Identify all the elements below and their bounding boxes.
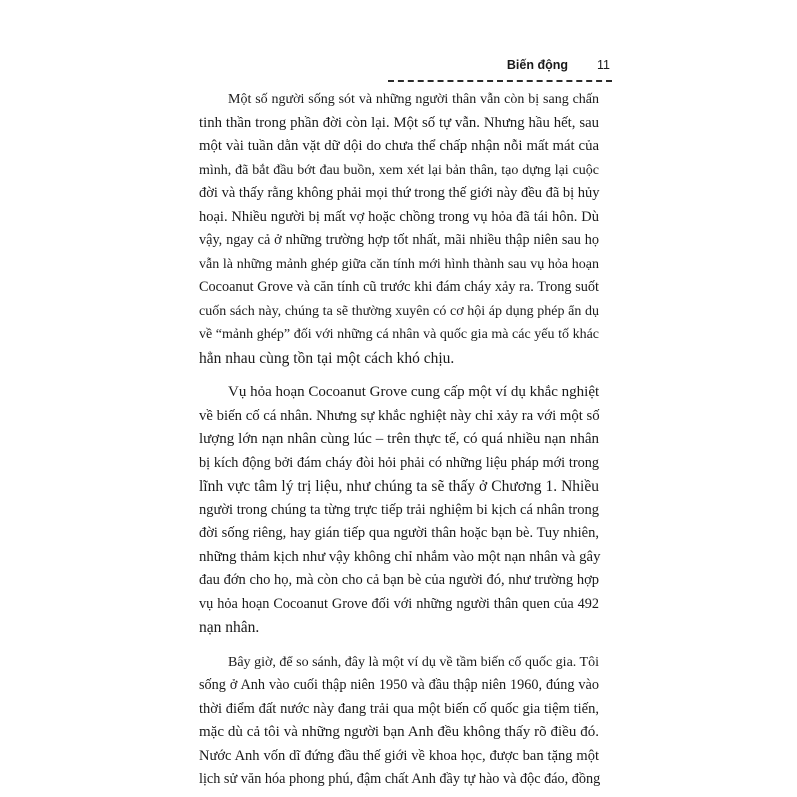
paragraph-1: [199, 88, 599, 370]
text-line: sống ở Anh vào cuối thập niên 1950 và đầu thập niên 1960, đúng vào: [199, 677, 599, 693]
page-number: 11: [597, 58, 610, 72]
text-line: hẳn nhau cùng tồn tại một cách khó chịu.: [199, 349, 455, 367]
paragraph-2: [199, 381, 599, 640]
text-line: đời và thấy rằng không phải mọi thứ trong thế giới này đều đã bị hủy: [199, 185, 600, 201]
paragraph-3: [199, 651, 599, 792]
text-line: Vụ hỏa hoạn Cocoanut Grove cung cấp một ví dụ khắc nghiệt: [228, 384, 600, 400]
text-line: tinh thần trong phần đời còn lại. Một số tự vẫn. Nhưng hầu hết, sau: [199, 114, 599, 131]
text-line: bị kích động bởi đám cháy đòi hỏi phải có những liệu pháp mới trong: [199, 454, 599, 471]
text-line: về biến cố cá nhân. Nhưng sự khắc nghiệt này chỉ xảy ra với một số: [199, 407, 600, 424]
text-line: vậy, ngay cả ở những trường hợp tốt nhất, mãi nhiều thập niên sau họ: [199, 232, 599, 248]
text-line: vụ hỏa hoạn Cocoanut Grove đối với những người thân quen của 492: [199, 595, 599, 612]
text-line: những thảm kịch như vậy không chỉ nhắm vào một nạn nhân và gây: [199, 548, 601, 565]
text-line: hoại. Nhiều người bị mất vợ hoặc chồng trong vụ hỏa đã tái hôn. Dù: [199, 208, 599, 225]
text-line: Bây giờ, để so sánh, đây là một ví dụ về tầm biến cố quốc gia. Tôi: [228, 654, 599, 670]
body-text: [199, 88, 599, 792]
text-line: Nước Anh vốn dĩ đứng đầu thế giới về khoa học, được ban tặng một: [199, 747, 599, 764]
text-line: Cocoanut Grove và căn tính cũ trước khi đám cháy xảy ra. Trong suốt: [199, 279, 599, 295]
text-line: lịch sử văn hóa phong phú, đậm chất Anh đầy tự hào và độc đáo, đồng: [199, 771, 601, 787]
text-line: cuốn sách này, chúng ta sẽ thường xuyên có cơ hội áp dụng phép ẩn dụ: [199, 303, 599, 319]
text-line: lượng lớn nạn nhân cùng lúc – trên thực tế, có quá nhiều nạn nhân: [199, 431, 599, 447]
text-line: mặc dù cả tôi và những người bạn Anh đều không thấy rõ điều đó.: [199, 724, 599, 740]
running-header: [388, 58, 612, 82]
text-line: đời sống riêng, hay gián tiếp qua người thân hoặc bạn bè. Tuy nhiên,: [199, 525, 599, 541]
text-line: lĩnh vực tâm lý trị liệu, như chúng ta sẽ thấy ở Chương 1. Nhiều: [199, 478, 599, 495]
text-line: nạn nhân.: [199, 619, 260, 636]
text-line: người trong chúng ta từng trực tiếp trải nghiệm bi kịch cá nhân trong: [199, 501, 599, 518]
text-line: đau đớn cho họ, mà còn cho cả bạn bè của người đó, như trường hợp: [199, 572, 599, 588]
text-line: về “mảnh ghép” đối với những cá nhân và quốc gia mà các yếu tố khác: [199, 327, 599, 342]
text-line: thời điểm đất nước này đang trải qua một biến cố quốc gia tiệm tiến,: [199, 700, 599, 717]
text-line: một vài tuần dằn vặt dữ dội do chưa thể chấp nhận nỗi mất mát của: [199, 138, 599, 154]
text-line: vẫn là những mảnh ghép giữa căn tính mới hình thành sau vụ hỏa hoạn: [199, 256, 599, 272]
chapter-title: Biến động: [506, 58, 568, 72]
text-line: Một số người sống sót và những người thân vẫn còn bị sang chấn: [228, 92, 599, 107]
text-line: mình, đã bắt đầu bớt đau buồn, xem xét lại bản thân, tạo dựng lại cuộc: [199, 162, 599, 178]
